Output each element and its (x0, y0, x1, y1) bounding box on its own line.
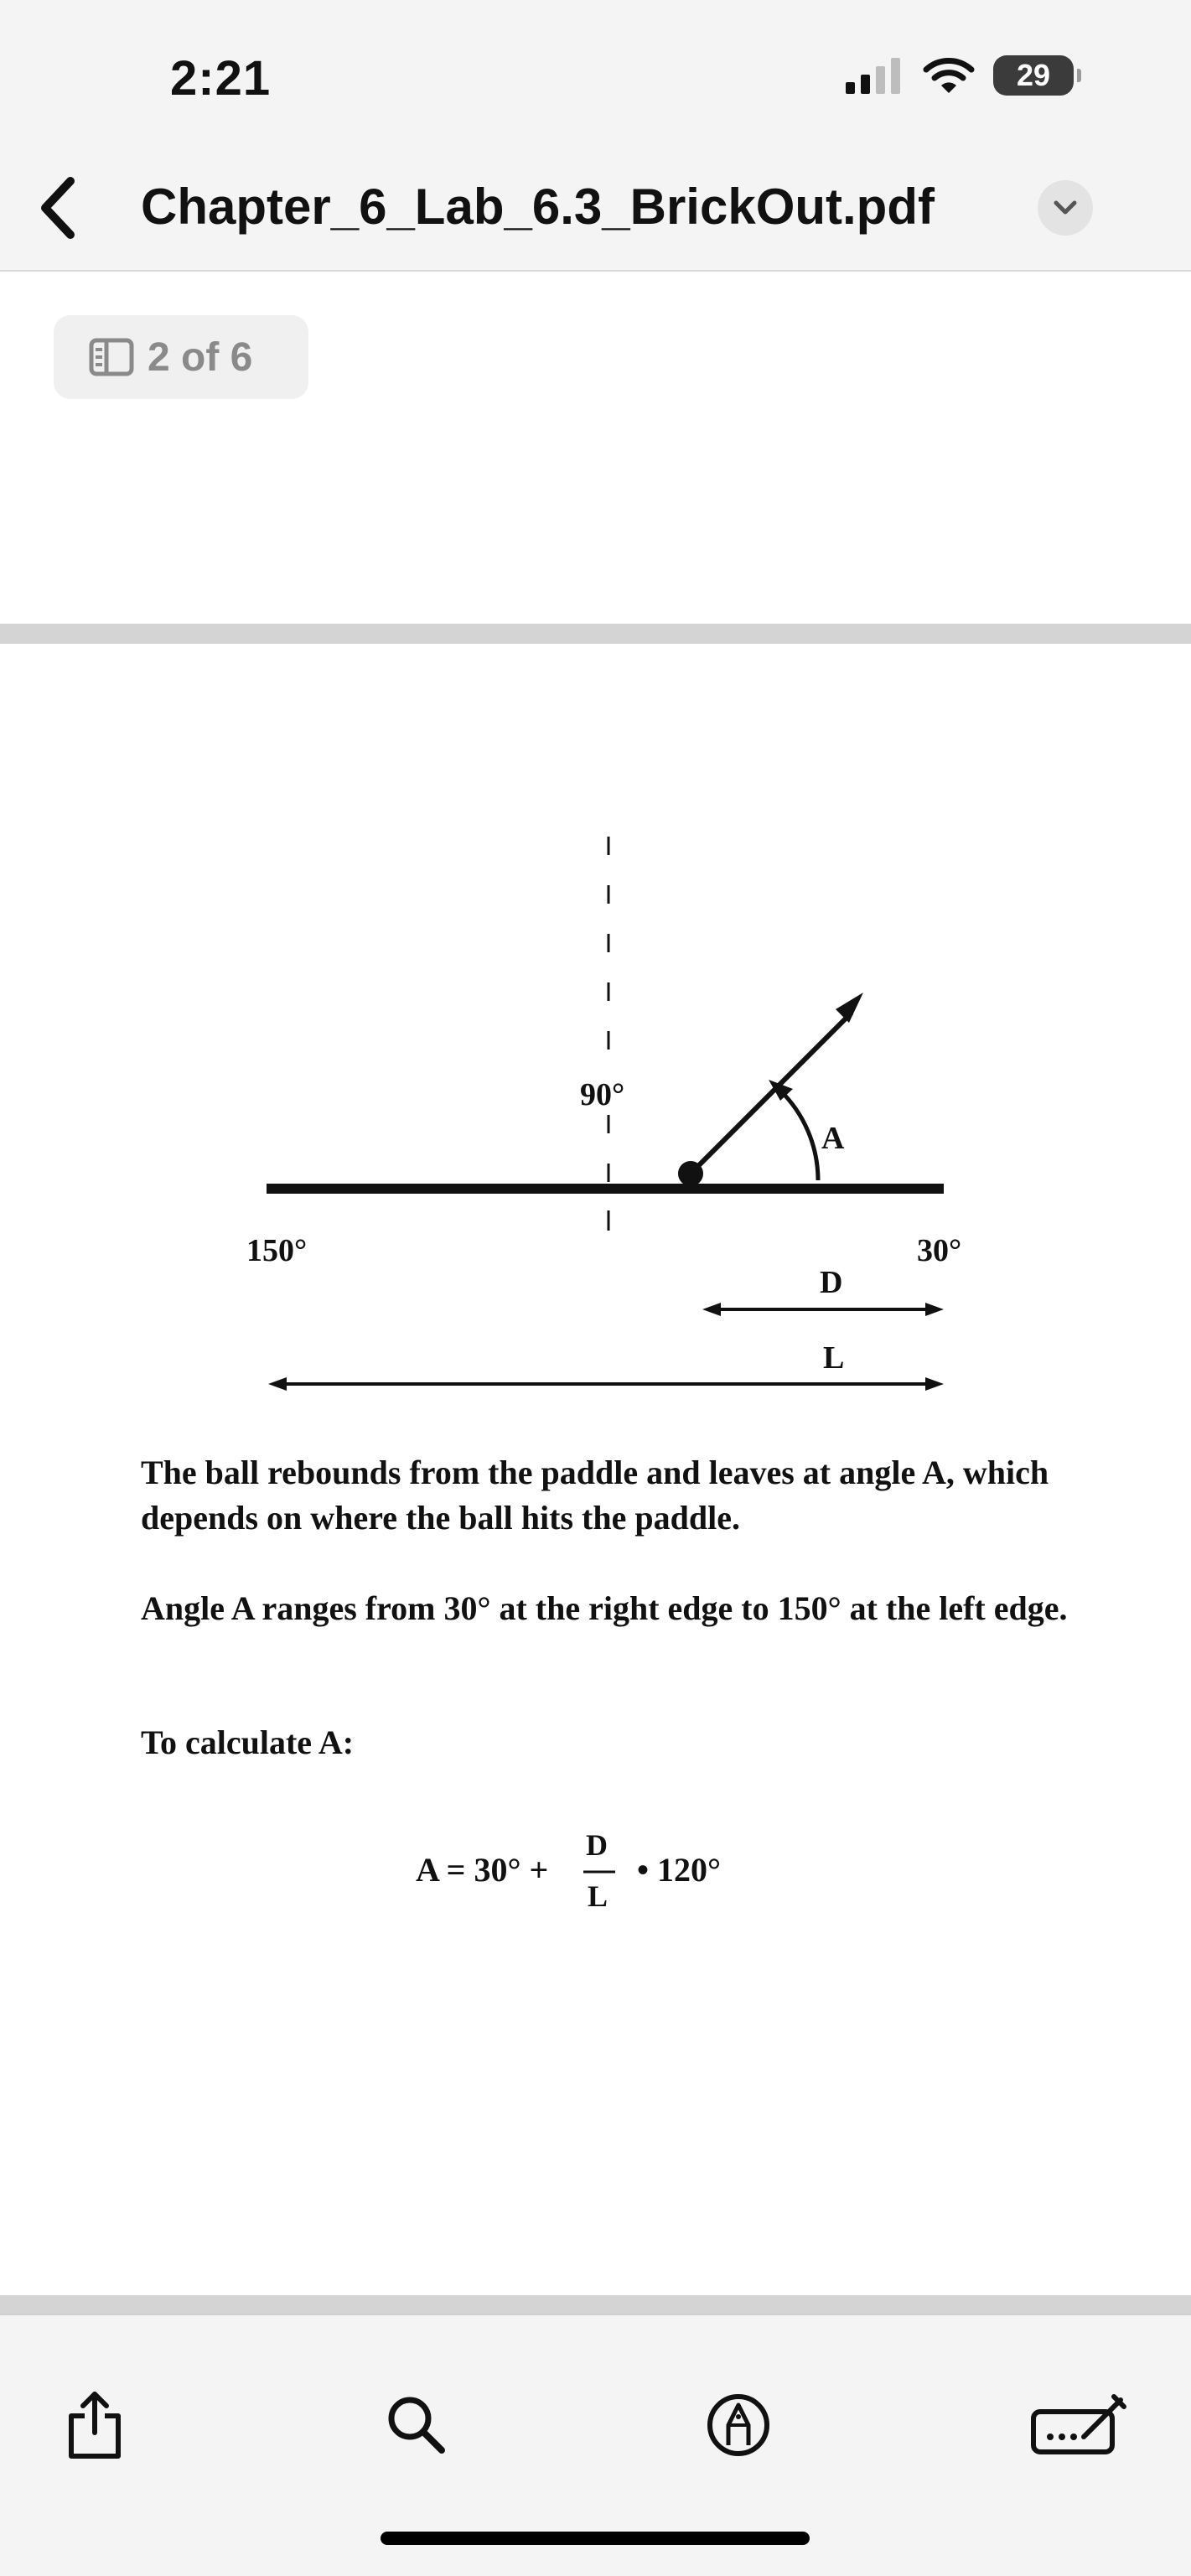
wifi-icon (923, 56, 975, 95)
document-title[interactable]: Chapter_6_Lab_6.3_BrickOut.pdf (141, 179, 935, 235)
paragraph-angle-range: Angle A ranges from 30° at the right edge to 150° at the left edge. (141, 1589, 1068, 1627)
title-menu-button[interactable] (1038, 180, 1093, 236)
navigation-bar (0, 143, 1191, 272)
search-icon (383, 2392, 450, 2459)
sidebar-thumbnails-icon (89, 338, 134, 376)
share-button[interactable] (57, 2387, 132, 2463)
trajectory-arrowhead (836, 993, 863, 1023)
formula-rhs: • 120° (637, 1851, 721, 1889)
status-icons (844, 55, 1074, 96)
d-arrow-left-head (702, 1303, 721, 1316)
l-arrow-left-head (268, 1377, 287, 1391)
label-l: L (823, 1340, 845, 1376)
form-fill-icon (1028, 2392, 1129, 2459)
formula-lhs: A = 30° + (416, 1851, 549, 1889)
paragraph-calculate: To calculate A: (141, 1723, 355, 1761)
page-indicator-label: 2 of 6 (148, 334, 253, 380)
d-arrow-right-head (925, 1303, 944, 1316)
formula-numerator: D (586, 1828, 608, 1862)
chevron-down-icon (1053, 200, 1078, 216)
label-d: D (820, 1265, 843, 1300)
formula (0, 1801, 1191, 1943)
share-icon (63, 2389, 127, 2461)
home-indicator[interactable] (381, 2532, 810, 2545)
markup-icon (705, 2392, 772, 2459)
label-90-degrees: 90° (580, 1077, 625, 1112)
label-150-degrees: 150° (246, 1233, 308, 1268)
battery-level: 29 (1016, 58, 1051, 92)
page-separator-bottom (0, 2295, 1191, 2314)
formula-denominator: L (588, 1879, 608, 1913)
status-bar (0, 0, 1191, 143)
angle-arc (779, 1090, 818, 1180)
paragraph-rebound: The ball rebounds from the paddle and leaves at angle A, which depends on where the ball hits the paddle. (141, 1454, 1049, 1537)
page-separator (0, 624, 1191, 644)
back-chevron-icon[interactable] (34, 174, 84, 241)
page-indicator[interactable] (54, 315, 308, 399)
search-button[interactable] (379, 2387, 454, 2463)
status-time: 2:21 (170, 51, 272, 106)
signal-icon (844, 57, 904, 94)
battery-icon (993, 55, 1074, 96)
paddle-angle-diagram (0, 644, 1191, 1440)
form-fill-button[interactable] (1024, 2387, 1133, 2463)
label-angle-a: A (821, 1121, 845, 1156)
label-30-degrees: 30° (917, 1233, 962, 1268)
pdf-page[interactable] (0, 644, 1191, 2295)
markup-button[interactable] (701, 2387, 776, 2463)
l-arrow-right-head (925, 1377, 944, 1391)
